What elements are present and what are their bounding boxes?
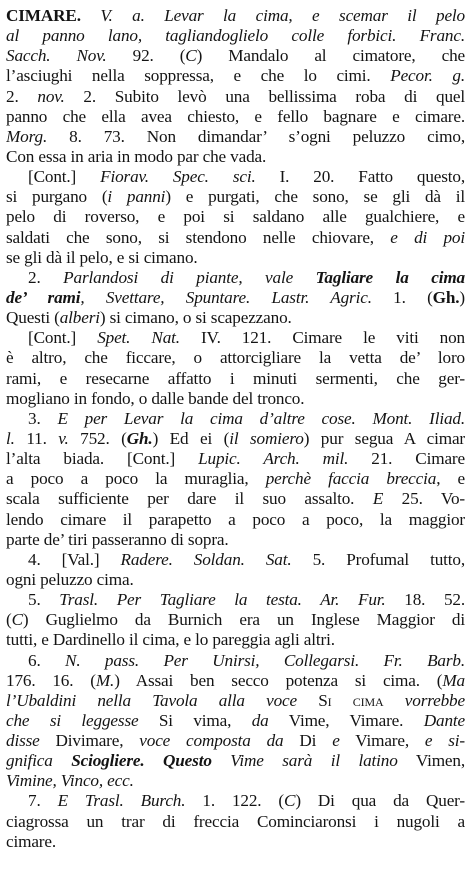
entry-line [6, 127, 465, 147]
entry-line [6, 570, 465, 590]
text-run: ) pur segua A cimar [303, 428, 465, 448]
text-run: Vimen, [397, 751, 465, 771]
text-run: N. pass. Per Unirsi, Collegarsi. Fr. Barb. [65, 650, 465, 670]
text-run: alberi [59, 308, 100, 328]
text-run: nov. [37, 86, 65, 106]
text-run: 2. Subito levò una bellissima roba di quel [64, 86, 465, 106]
text-run: ogni peluzzo cima. [6, 569, 134, 589]
text-run: ) Di qua da Quer- [295, 791, 465, 811]
entry-line [6, 711, 465, 731]
text-run: lendo cimare il parapetto a poco a poco, la maggior [6, 509, 465, 529]
text-run: 25. Vo- [383, 489, 465, 509]
text-run: V. a. Levar la cima, e scemar il pelo [100, 6, 465, 25]
text-run: M. [95, 670, 115, 690]
entry-line [6, 308, 465, 328]
text-run: Sciogliere. Questo [71, 751, 212, 771]
entry-line [6, 429, 465, 449]
text-run: saldati che sono, si stendono nelle chiovare, [6, 227, 391, 247]
text-run: a poco a poco la muraglia, [6, 469, 266, 489]
text-run: Gh. [432, 287, 460, 307]
entry-line [6, 449, 465, 469]
text-run: Fiorav. Spec. sci. [100, 167, 256, 187]
text-run: Si cima [318, 690, 384, 710]
entry-line [6, 268, 465, 288]
entry-line [6, 550, 465, 570]
entry-line [6, 590, 465, 610]
text-run: Si vima, [138, 710, 252, 730]
entry-line [6, 46, 465, 66]
text-run: e [332, 731, 340, 751]
entry-line [6, 228, 465, 248]
entry-line [6, 248, 465, 268]
text-run: perchè faccia breccia [265, 469, 437, 489]
text-run: 92. ( [106, 46, 186, 66]
text-run [81, 6, 101, 25]
text-run: 5. [28, 590, 60, 610]
text-run: ) Mandalo al cimatore, che [196, 46, 465, 66]
entry-line [6, 791, 465, 811]
text-run: Pecor. g. [390, 66, 465, 86]
entry-line [6, 812, 465, 832]
entry-line [6, 389, 465, 409]
text-run: Questi ( [6, 308, 60, 328]
text-run [384, 691, 405, 710]
entry-line [6, 288, 465, 308]
text-run: mogliano in fondo, o dalle bande del tronco. [6, 388, 305, 408]
text-run: e si- [424, 731, 465, 751]
text-run: 752. ( [68, 428, 127, 448]
entry-line [6, 751, 465, 771]
entry-line [6, 147, 465, 167]
entry-line [6, 771, 465, 791]
entry-line [6, 348, 465, 368]
entry-line [6, 66, 465, 86]
entry-line [6, 469, 465, 489]
text-run: si purgano ( [6, 187, 108, 207]
text-run: pelo di roverso, e poi si saldano alle gualchiere, e [6, 207, 465, 227]
text-run: C [284, 791, 296, 811]
text-run: l’alta biada. [Cont.] [6, 449, 199, 469]
text-run: 6. [28, 650, 66, 670]
text-run: Di [283, 731, 333, 751]
text-run: 1. 122. ( [185, 791, 284, 811]
text-run: IV. 121. Cimare le viti non [179, 328, 465, 348]
text-run: e di poi [390, 227, 465, 247]
text-run: è altro, che ficcare, o attorcigliare la vetta de’ loro [6, 348, 465, 368]
text-run: Vime, Vimare. [268, 710, 424, 730]
text-run: Tagliare la cima [315, 267, 465, 287]
entry-line [6, 610, 465, 630]
text-run: 8. 73. Non dimandar’ s’ogni peluzzo cimo, [47, 126, 465, 146]
text-run: Ma [442, 670, 465, 690]
text-run: Vimare, [339, 731, 425, 751]
text-run: , Svettare, Spuntare. Lastr. Agric. [80, 287, 372, 307]
entry-line [6, 207, 465, 227]
entry-line [6, 651, 465, 671]
text-run: E [372, 489, 384, 509]
text-run: Con essa in aria in modo par che vada. [6, 146, 267, 166]
entry-line [6, 187, 465, 207]
entry-line [6, 510, 465, 530]
entry-line [6, 630, 465, 650]
entry-line [6, 87, 465, 107]
text-run: da [251, 710, 269, 730]
text-run: ) Guglielmo da Burnich era un Inglese Maggior di [22, 610, 465, 630]
text-run: Parlandosi di piante, vale [63, 267, 294, 287]
text-run: E per Levar la cima d’altre cose. Mont. Iliad. [57, 408, 465, 428]
text-run: C [185, 46, 197, 66]
entry-line [6, 6, 465, 26]
text-run: C [11, 610, 23, 630]
text-run: scala sufficiente per dare il suo assalto. [6, 489, 373, 509]
text-run: , e [436, 469, 465, 489]
text-run: Lupic. Arch. mil. [198, 449, 349, 469]
text-run: Gh. [126, 428, 153, 448]
text-run: il somiero [229, 428, 304, 448]
text-run: 2. [6, 86, 38, 106]
entry-line [6, 409, 465, 429]
text-run [53, 751, 72, 770]
text-run: l’Ubaldini nella Tavola alla voce [6, 690, 298, 710]
text-run: l. [6, 428, 15, 448]
text-run: ( [6, 610, 12, 630]
text-run: gnifica [6, 751, 53, 771]
text-run: v. [58, 428, 69, 448]
entry-line [6, 328, 465, 348]
text-run: ) [459, 287, 465, 307]
text-run: [Cont.] [28, 328, 98, 348]
text-run: cimare. [6, 831, 57, 851]
text-run: ) Ed ei ( [152, 428, 230, 448]
text-run [297, 691, 318, 710]
text-run: 4. [Val.] [28, 549, 121, 569]
text-run: se gli dà il pelo, e si cimano. [6, 247, 198, 267]
entry-line [6, 369, 465, 389]
text-run: 5. Profumal tutto, [291, 549, 465, 569]
text-run: disse [6, 731, 40, 751]
text-run: ) e purgati, che sono, se gli dà il [165, 187, 465, 207]
text-run: Divimare, [39, 731, 140, 751]
entry-line [6, 107, 465, 127]
text-run: panno che ella avea chiesto, e fello bagnare e cimare. [6, 106, 465, 126]
text-run: i panni [107, 187, 166, 207]
text-run: ) Assai ben secco potenza si cima. ( [114, 670, 443, 690]
text-run: Vimine, Vinco, ecc. [6, 771, 134, 791]
text-run: Morg. [6, 126, 48, 146]
text-run: Vime sarà il latino [230, 751, 398, 771]
text-run: ciagrossa un trar di freccia Cominciaronsi i nugoli a [6, 811, 465, 831]
entry-line [6, 167, 465, 187]
text-run: E Trasl. Burch. [57, 791, 186, 811]
text-run: parte de’ tiri passeranno di sopra. [6, 529, 229, 549]
text-run: 18. 52. [385, 590, 465, 610]
text-run: voce composta da [139, 731, 284, 751]
text-run: [Cont.] [28, 167, 101, 187]
text-run: Radere. Soldan. Sat. [120, 549, 292, 569]
text-run [293, 268, 316, 287]
entry-line [6, 832, 465, 852]
entry-line [6, 731, 465, 751]
entry-line [6, 489, 465, 509]
text-run: 2. [28, 267, 64, 287]
text-run: 11. [14, 428, 59, 448]
text-run: tutti, e Dardinello il cima, e lo pareggia agli altri. [6, 630, 335, 650]
text-run: 7. [28, 791, 58, 811]
text-run: de’ rami [6, 287, 81, 307]
entry-line [6, 26, 465, 46]
text-run: vorrebbe [404, 690, 465, 710]
text-run [212, 751, 231, 770]
text-run: I. 20. Fatto questo, [255, 167, 465, 187]
entry-line [6, 530, 465, 550]
text-run: 21. Cimare [348, 449, 465, 469]
text-run: che si leggesse [6, 710, 139, 730]
text-run: l’asciughi nella soppressa, e che lo cimi. [6, 66, 391, 86]
entry-line [6, 691, 465, 711]
text-run: Sacch. Nov. [6, 46, 107, 66]
entry-line [6, 671, 465, 691]
text-run: rami, e resecarne affatto i minuti sermenti, che ger- [6, 368, 465, 388]
text-run: Dante [423, 710, 465, 730]
text-run: Trasl. Per Tagliare la testa. Ar. Fur. [59, 590, 386, 610]
text-run: al panno lano, tagliandoglielo colle forbici. Franc. [6, 26, 465, 46]
text-run: 1. ( [371, 287, 433, 307]
text-run: 176. 16. ( [6, 670, 96, 690]
headword: CIMARE. [6, 6, 81, 25]
text-run: Spet. Nat. [97, 328, 180, 348]
text-run: ) si cimano, o si scapezzano. [99, 308, 292, 328]
text-run: 3. [28, 408, 58, 428]
